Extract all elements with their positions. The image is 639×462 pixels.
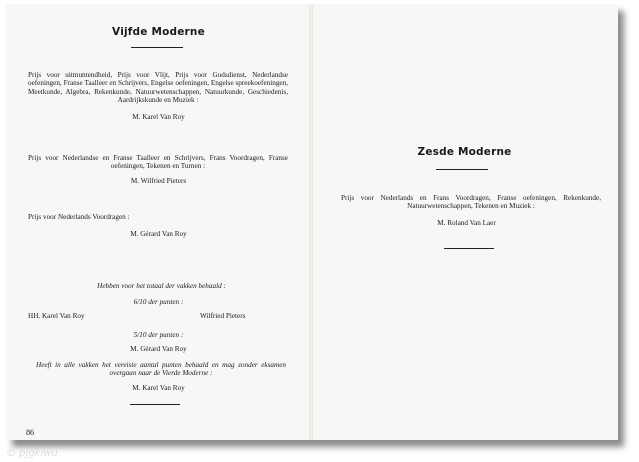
prize-list-3: Prijs voor Nederlands Voordragen : bbox=[28, 213, 130, 221]
winner-name-3: M. Gérard Van Roy bbox=[130, 230, 187, 238]
points-five-label: 5/10 der punten : bbox=[133, 331, 184, 339]
hh-name-2: Wilfried Pieters bbox=[200, 312, 246, 320]
right-winner-name: M. Roland Van Laer bbox=[437, 219, 496, 227]
points-six-label: 6/10 der punten : bbox=[133, 298, 184, 306]
left-page bbox=[6, 4, 311, 440]
watermark-logo bbox=[4, 444, 84, 460]
promotion-text: Heeft in alle vakken het vereiste aantal punten behaald en mag zonder eksamen overgaan naar de Vierde Moderne : bbox=[36, 361, 286, 378]
heading-rule bbox=[131, 47, 183, 48]
prize-list-2: Prijs voor Nederlandse en Franse Taalleer en Schrijvers, Frans Voordragen, Franse oefeningen, Tekenen en Turnen : bbox=[28, 154, 288, 171]
hh-name-1: HH. Karel Van Roy bbox=[28, 312, 85, 320]
book-spread bbox=[6, 4, 618, 440]
right-page bbox=[311, 4, 618, 440]
svg-text:© pjgkiwu: © pjgkiwu bbox=[6, 448, 58, 459]
points-five-name: M. Gérard Van Roy bbox=[130, 345, 187, 353]
prize-list-1: Prijs voor uitmuntendheid, Prijs voor Vlijt, Prijs voor Godsdienst, Nederlandse oefeningen, Franse Taalleer en Schrijvers, Engelse oefeningen, Engelse spreekoefeningen, Meetkunde, Algebra, Rekenkunde, Natuurwetenschappen, Natuurkunde, Geschiedenis, Aardrijkskunde en Muziek : bbox=[28, 71, 288, 105]
heading-rule-right bbox=[436, 169, 488, 170]
winner-name-1: M. Karel Van Roy bbox=[132, 113, 185, 121]
closing-rule bbox=[130, 404, 180, 405]
promotion-name: M. Karel Van Roy bbox=[132, 384, 185, 392]
right-prize-list: Prijs voor Nederlands en Frans Voordragen, Franse oefeningen, Rekenkunde, Natuurwetenschappen, Tekenen en Muziek : bbox=[341, 194, 601, 211]
left-page-heading: Vijfde Moderne bbox=[112, 26, 205, 38]
page-number: 86 bbox=[26, 428, 34, 437]
right-page-heading: Zesde Moderne bbox=[417, 146, 512, 158]
winner-name-2: M. Wilfried Pieters bbox=[130, 177, 187, 185]
totals-intro: Hebben voor het totaal der vakken behaald : bbox=[97, 282, 226, 290]
closing-rule-right bbox=[444, 248, 494, 249]
